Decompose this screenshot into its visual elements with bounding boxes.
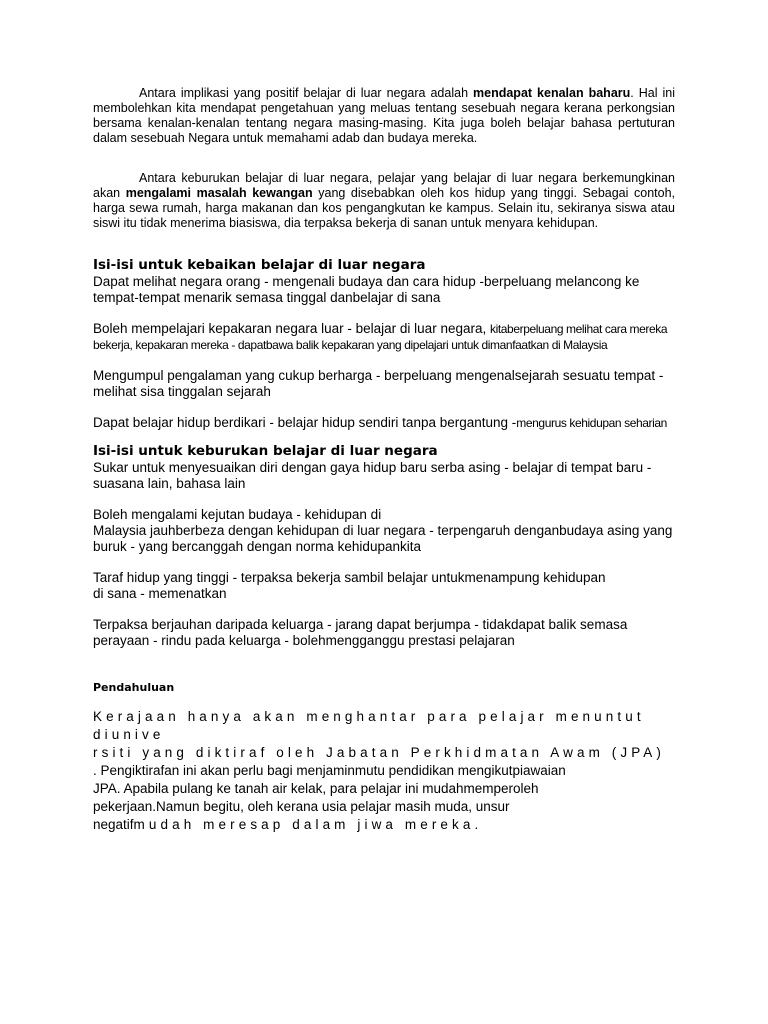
disadvantage-item-3-line1: Taraf hidup yang tinggi - terpaksa bekerja sambil belajar untukmenampung kehidupan	[93, 570, 606, 585]
heading-advantages: Isi-isi untuk kebaikan belajar di luar negara	[93, 257, 426, 273]
advantage-item-1: Dapat melihat negara orang - mengenali budaya dan cara hidup -berpeluang melancong ke tempat-tempat menarik semasa tinggal danbelajar di sana	[93, 274, 640, 305]
intro-line-2: rsiti yang diktiraf oleh Jabatan Perkhidmatan Awam (JPA)	[93, 745, 666, 760]
introduction-paragraph	[93, 708, 675, 834]
intro-line-6: negatifmudah meresap dalam jiwa mereka.	[93, 817, 483, 832]
paragraph-negative-implication: Antara keburukan belajar di luar negara, pelajar yang belajar di luar negara berkemungkinan akan mengalami masalah kewangan yang disebabkan oleh kos hidup yang tinggi. Sebagai contoh, harga sewa rumah, harga makanan dan kos pengangkutan ke kampus. Selain itu, sekiranya siswa atau siswi itu tidak menerima biasiswa, dia terpaksa bekerja di sanan untuk menyara kehidupan.	[93, 171, 675, 230]
heading-disadvantages: Isi-isi untuk keburukan belajar di luar negara	[93, 443, 438, 459]
intro-line-5: pekerjaan.Namun begitu, oleh kerana usia pelajar masih muda, unsur	[93, 799, 510, 814]
disadvantage-item-2-rest: Malaysia jauhberbeza dengan kehidupan di luar negara - terpengaruh denganbudaya asing yang buruk - yang bercanggah dengan norma kehidupankita	[93, 523, 673, 554]
document-page	[93, 86, 675, 834]
intro-line-1: Kerajaan hanya akan menghantar para pelajar menuntut diunive	[93, 709, 645, 742]
disadvantage-item-2-line1: Boleh mengalami kejutan budaya - kehidupan di	[93, 507, 382, 522]
intro-line-4: JPA. Apabila pulang ke tanah air kelak, para pelajar ini mudahmemperoleh	[93, 781, 539, 796]
heading-introduction: Pendahuluan	[93, 681, 175, 694]
advantage-item-4: Dapat belajar hidup berdikari - belajar hidup sendiri tanpa bergantung -mengurus kehidupan seharian	[93, 415, 667, 430]
bold-phrase: mengalami masalah kewangan	[125, 186, 313, 200]
intro-line-3: . Pengiktirafan ini akan perlu bagi menjaminmutu pendidikan mengikutpiawaian	[93, 763, 566, 778]
bold-phrase: mendapat kenalan baharu	[473, 86, 631, 100]
disadvantage-item-3-line2: di sana - memenatkan	[93, 586, 227, 601]
disadvantage-item-4: Terpaksa berjauhan daripada keluarga - jarang dapat berjumpa - tidakdapat balik semasa perayaan - rindu pada keluarga - bolehmengganggu prestasi pelajaran	[93, 617, 628, 648]
advantage-item-3: Mengumpul pengalaman yang cukup berharga - berpeluang mengenalsejarah sesuatu tempat - melihat sisa tinggalan sejarah	[93, 368, 664, 399]
paragraph-positive-implication: Antara implikasi yang positif belajar di luar negara adalah mendapat kenalan baharu. Hal ini membolehkan kita mendapat pengetahuan yang meluas tentang sesebuah negara kerana perkongsian bersama kenalan-kenalan tentang negara masing-masing. Kita juga boleh belajar bahasa pertuturan dalam sesebuah Negara untuk memahami adab dan budaya mereka.	[93, 86, 676, 145]
advantage-item-2: Boleh mempelajari kepakaran negara luar - belajar di luar negara, kitaberpeluang melihat cara mereka bekerja, kepakaran mereka - dapatbawa balik kepakaran yang dipelajari untuk dimanfaatkan di Malaysia	[93, 321, 668, 352]
disadvantage-item-1: Sukar untuk menyesuaikan diri dengan gaya hidup baru serba asing - belajar di tempat baru - suasana lain, bahasa lain	[93, 460, 652, 491]
